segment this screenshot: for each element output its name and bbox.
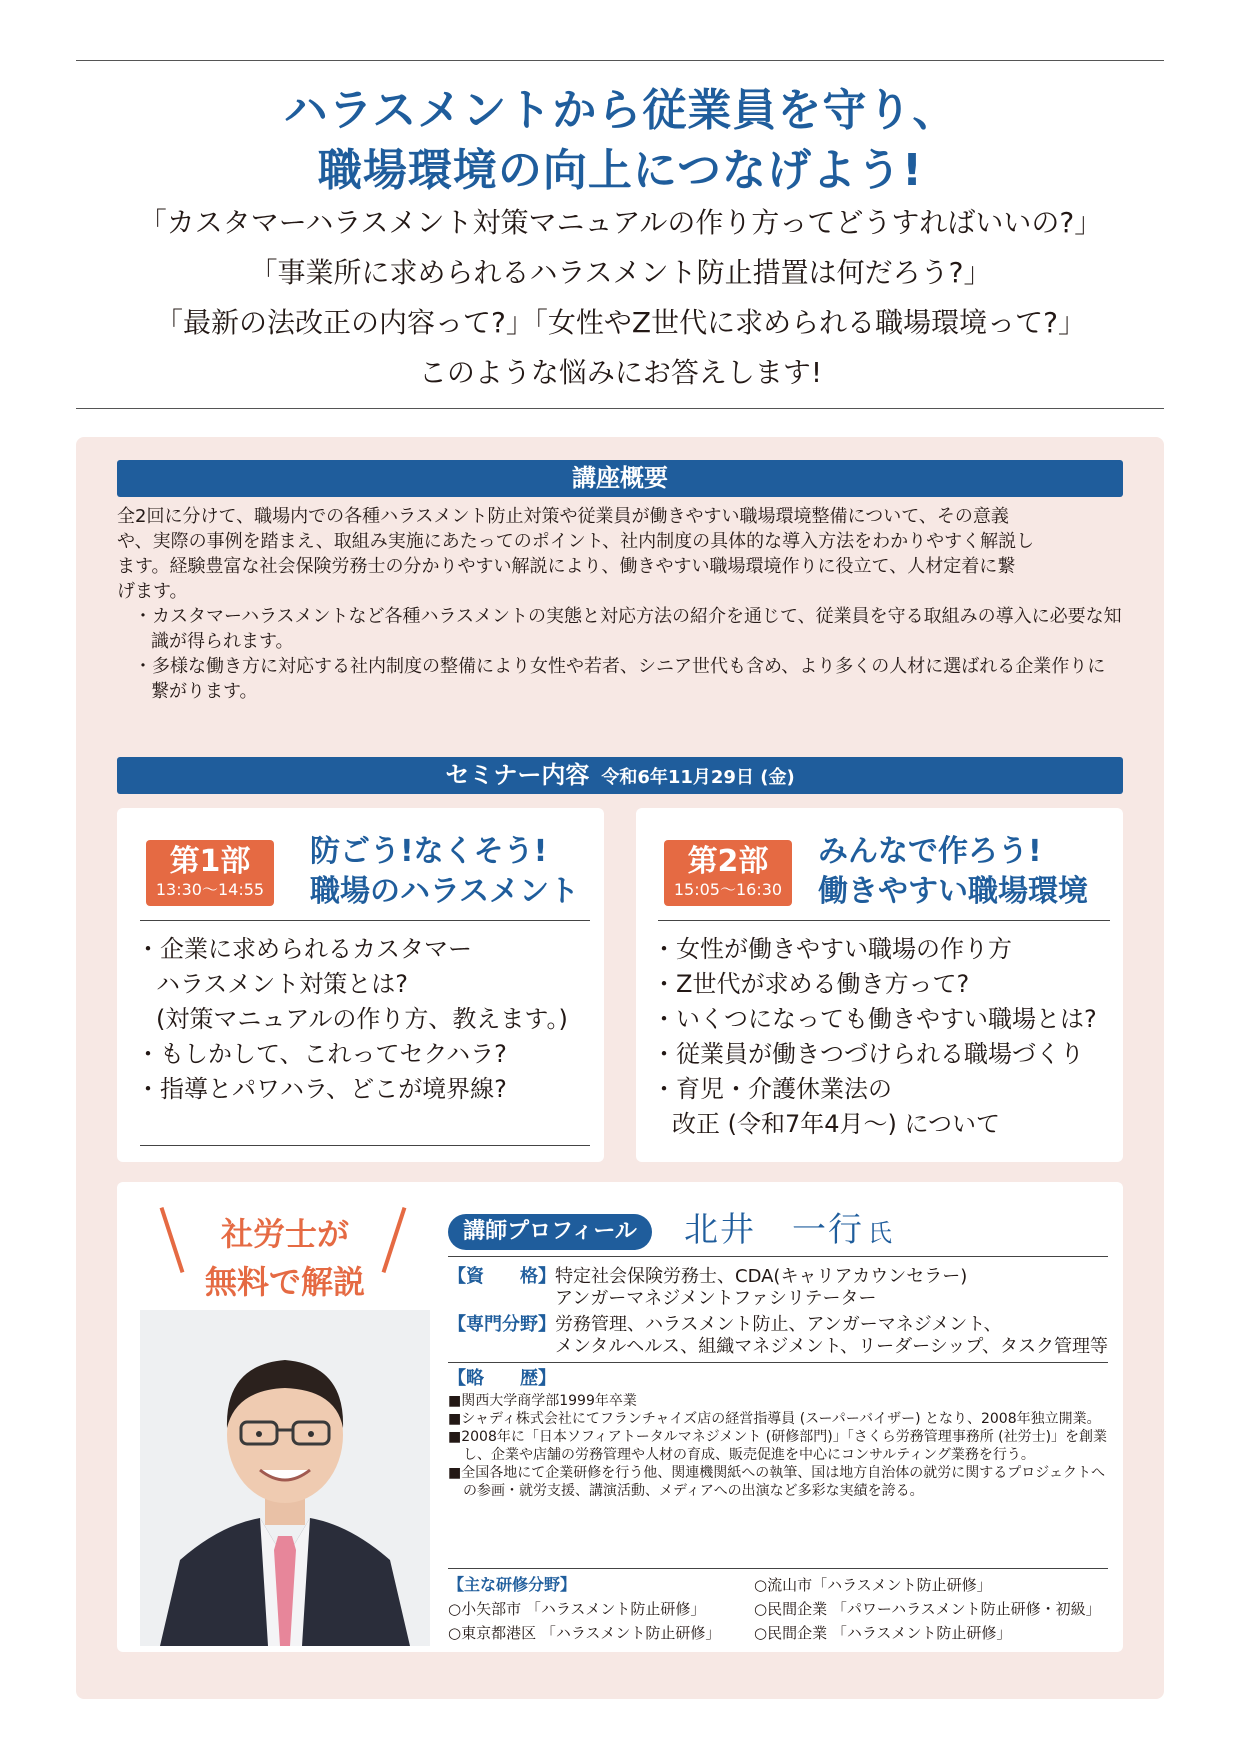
list-item: ・いくつになっても働きやすい職場とは? — [652, 1005, 1097, 1033]
lecturer-name — [684, 1206, 894, 1257]
part-2-badge-label: 第2部 — [687, 844, 769, 879]
specialty-rule — [448, 1362, 1108, 1363]
profile-rule — [448, 1256, 1108, 1257]
mid-rule — [76, 408, 1164, 409]
headline-line-2: 職場環境の向上につなげよう! — [317, 145, 924, 196]
list-item: ・従業員が働きつづけられる職場づくり — [652, 1040, 1084, 1068]
overview-bullet: ・カスタマーハラスメントなど各種ハラスメントの実態と対応方法の紹介を通じて、従業員を守る取組みの導入に必要な知識が得られます。 — [134, 606, 1122, 652]
answer-line: このような悩みにお答えします! — [418, 356, 823, 389]
career-rule — [448, 1568, 1108, 1569]
overview-heading: 講座概要 — [117, 460, 1123, 497]
lecturer-name-text: 北井 一行 — [684, 1210, 864, 1250]
training-label: 【主な研修分野】 — [448, 1575, 577, 1594]
qualification-label: 【資 格】 — [448, 1266, 556, 1287]
qualification-line-1: 特定社会保険労務士、CDA(キャリアカウンセラー) — [555, 1266, 968, 1287]
part-1-badge-label: 第1部 — [169, 844, 251, 879]
list-item: (対策マニュアルの作り方、教えます。) — [156, 1005, 568, 1033]
overview-bullet: ・多様な働き方に対応する社内制度の整備により女性や若者、シニア世代も含め、より多くの人材に選ばれる企業作りに繋がります。 — [134, 656, 1106, 702]
overview-line: げます。 — [117, 581, 188, 602]
tagline-line-2: 無料で解説 — [204, 1263, 365, 1301]
career-list — [448, 1392, 1108, 1500]
specialty-line-2: メンタルヘルス、組織マネジメント、リーダーシップ、タスク管理等 — [555, 1336, 1108, 1357]
training-left-2: ○東京都港区 「ハラスメント防止研修」 — [448, 1624, 721, 1642]
career-item: ■全国各地にて企業研修を行う他、関連機関紙への執筆、国は地方自治体の就労に関するプロジェクトへの参画・就労支援、講演活動、メディアへの出演など多彩な実績を誇る。 — [448, 1465, 1105, 1499]
seminar-heading-label: セミナー内容 — [445, 761, 590, 789]
overview-line: 全2回に分けて、職場内での各種ハラスメント防止対策や従業員が働きやすい職場環境整備について、その意義 — [117, 506, 1009, 527]
question-1: 「カスタマーハラスメント対策マニュアルの作り方ってどうすればいいの?」 — [138, 206, 1103, 239]
lecturer-honorific: 氏 — [868, 1219, 894, 1247]
list-item: 改正 (令和7年4月〜) について — [672, 1110, 1001, 1138]
training-right-1: ○流山市「ハラスメント防止研修」 — [754, 1576, 992, 1594]
list-item: ・指導とパワハラ、どこが境界線? — [136, 1075, 507, 1103]
top-rule — [76, 60, 1164, 61]
part-2-title-rule — [658, 920, 1110, 921]
part-2-list — [652, 932, 1097, 1142]
list-item: ハラスメント対策とは? — [156, 970, 409, 998]
training-right-2: ○民間企業 「パワーハラスメント防止研修・初級」 — [754, 1600, 1101, 1618]
part-2-badge — [664, 840, 792, 906]
part-2-time: 15:05〜16:30 — [673, 880, 783, 899]
career-label: 【略 歴】 — [448, 1368, 556, 1389]
qualification-line-2: アンガーマネジメントファシリテーター — [555, 1288, 877, 1309]
overview-text — [117, 504, 1123, 704]
part-1-title-1: 防ごう!なくそう! — [310, 834, 548, 869]
part-1-title-2: 職場のハラスメント — [310, 874, 580, 909]
part-1-title-rule — [140, 920, 590, 921]
training-left-1: ○小矢部市 「ハラスメント防止研修」 — [448, 1600, 706, 1618]
part-1-list — [136, 932, 568, 1107]
lecturer-portrait-icon — [140, 1310, 430, 1646]
question-3: 「最新の法改正の内容って?」「女性やZ世代に求められる職場環境って?」 — [155, 306, 1086, 339]
headline-line-1: ハラスメントから従業員を守り、 — [283, 85, 958, 136]
overview-line: や、実際の事例を踏まえ、取組み実施にあたってのポイント、社内制度の具体的な導入方法をわかりやすく解説し — [117, 531, 1035, 552]
list-item: ・もしかして、これってセクハラ? — [136, 1040, 507, 1068]
career-item: ■シャディ株式会社にてフランチャイズ店の経営指導員 (スーパーバイザー) となり、2008年独立開業。 — [448, 1411, 1101, 1427]
seminar-date: 令和6年11月29日 (金) — [601, 767, 795, 788]
part-1-badge — [146, 840, 274, 906]
list-item: ・企業に求められるカスタマー — [136, 935, 472, 963]
tagline-line-1: 社労士が — [220, 1215, 349, 1253]
lecturer-photo — [140, 1310, 430, 1646]
part-2-title-1: みんなで作ろう! — [818, 834, 1042, 869]
profile-pill: 講師プロフィール — [448, 1214, 652, 1250]
list-item: ・Z世代が求める働き方って? — [652, 970, 970, 998]
specialty-label: 【専門分野】 — [448, 1314, 556, 1335]
list-item: ・育児・介護休業法の — [652, 1075, 892, 1103]
part-1-time: 13:30〜14:55 — [155, 880, 265, 899]
seminar-heading — [117, 757, 1123, 794]
overview-line: ます。経験豊富な社会保険労務士の分かりやすい解説により、働きやすい職場環境作りに役立て、人材定着に繋 — [117, 556, 1016, 577]
part-2-title-2: 働きやすい職場環境 — [818, 874, 1088, 909]
career-item: ■関西大学商学部1999年卒業 — [448, 1393, 637, 1409]
list-item: ・女性が働きやすい職場の作り方 — [652, 935, 1012, 963]
question-2: 「事業所に求められるハラスメント防止措置は何だろう?」 — [249, 256, 992, 289]
specialty-line-1: 労務管理、ハラスメント防止、アンガーマネジメント、 — [555, 1314, 1002, 1335]
career-item: ■2008年に「日本ソフィアトータルマネジメント (研修部門)」「さくら労務管理事務所 (社労士)」を創業し、企業や店舗の労務管理や人材の育成、販売促進を中心にコンサルティング業務を行う。 — [448, 1429, 1108, 1463]
part-1-bottom-rule — [140, 1145, 590, 1146]
training-right-3: ○民間企業 「ハラスメント防止研修」 — [754, 1624, 1012, 1642]
